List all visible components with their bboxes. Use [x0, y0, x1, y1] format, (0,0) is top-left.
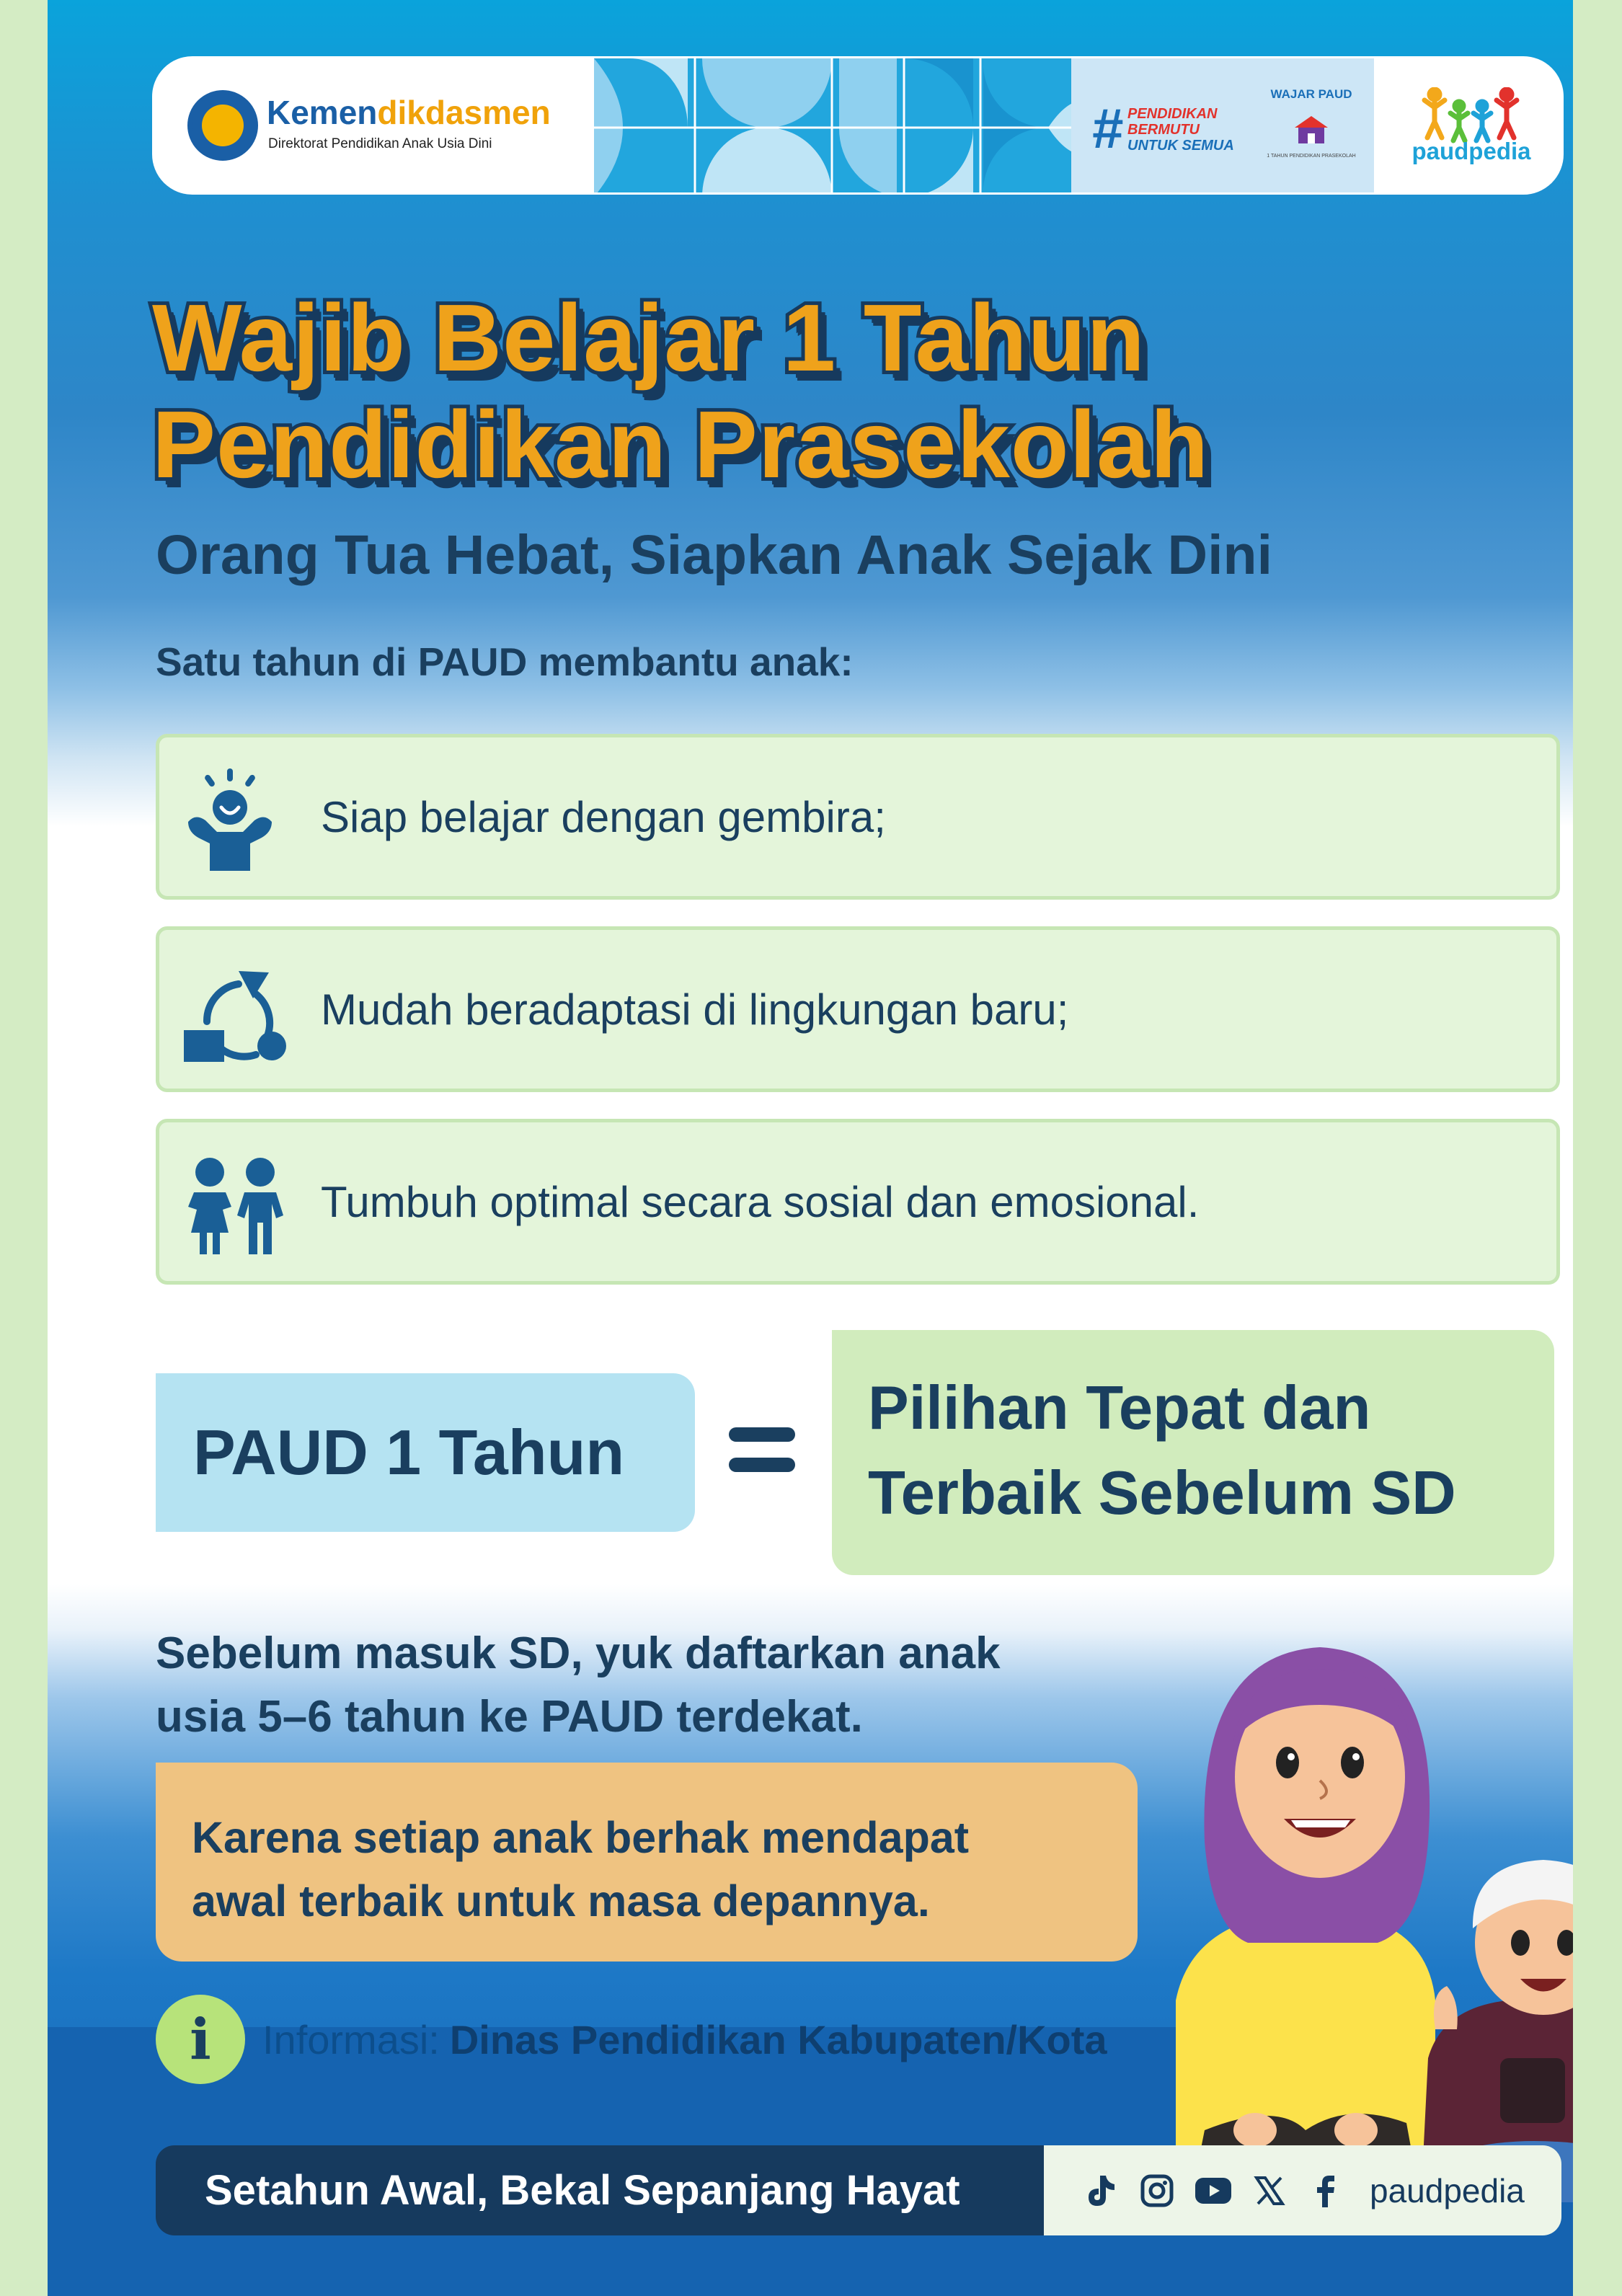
ministry-brand: Kemendikdasmen: [267, 94, 551, 131]
paudpedia-wordmark: paudpedia: [1412, 138, 1531, 164]
x-icon[interactable]: [1249, 2170, 1290, 2212]
info-icon: i: [156, 1995, 245, 2084]
info-line: [156, 1997, 1107, 2082]
instagram-icon[interactable]: [1136, 2170, 1178, 2212]
youtube-icon[interactable]: [1192, 2170, 1234, 2212]
footer-tagline: Setahun Awal, Bekal Sepanjang Hayat: [156, 2145, 1044, 2235]
rights-callout: Karena setiap anak berhak mendapat awal terbaik untuk masa depannya.: [156, 1763, 1138, 1962]
school-house-icon: [1292, 113, 1331, 145]
tiktok-icon[interactable]: [1080, 2170, 1122, 2212]
benefit-card-3: [156, 1119, 1560, 1285]
equation-right-line-1: Pilihan Tepat dan: [868, 1374, 1371, 1442]
social-handle[interactable]: paudpedia: [1370, 2171, 1525, 2209]
children-icon: [178, 1148, 293, 1263]
info-value: Dinas Pendidikan Kabupaten/Kota: [449, 2016, 1107, 2062]
benefit-card-2: [156, 926, 1560, 1092]
mother-and-child-illustration: [1161, 1626, 1573, 2202]
page-subtitle: Orang Tua Hebat, Siapkan Anak Sejak Dini: [156, 524, 1272, 586]
ministry-logo-area: [154, 58, 594, 192]
benefit-card-1: [156, 734, 1560, 900]
benefit-text-2: Mudah beradaptasi di lingkungan baru;: [321, 985, 1069, 1034]
header-banner: Kemendikdasmen Direktorat Pendidikan Anak Usia Dini # PENDIDIKAN BERMUTU UNTUK SEMUA WAJAR PAUD 1 TAHUN PENDIDIKAN PRASEKOLAH paudpedia: [152, 56, 1564, 195]
equation-right-box: [832, 1330, 1554, 1575]
benefit-text-1: Siap belajar dengan gembira;: [321, 792, 886, 841]
equals-sign-icon: [729, 1427, 795, 1472]
tut-wuri-handayani-emblem-icon: [187, 90, 258, 161]
benefit-text-3: Tumbuh optimal secara sosial dan emosional.: [321, 1177, 1200, 1226]
page-title: [152, 285, 1565, 498]
ministry-subtitle: Direktorat Pendidikan Anak Usia Dini: [268, 136, 492, 151]
wajar-paud-logo: WAJAR PAUD 1 TAHUN PENDIDIKAN PRASEKOLAH: [1267, 87, 1356, 159]
title-line-1: Wajib Belajar 1 Tahun: [152, 285, 1145, 391]
happy-child-icon: [178, 763, 293, 878]
adapt-cycle-icon: [178, 955, 293, 1071]
poster: [48, 0, 1573, 2296]
hashtag-icon: #: [1091, 97, 1123, 160]
paudpedia-figures-icon: [1422, 87, 1523, 143]
equation-left-box: PAUD 1 Tahun: [156, 1373, 695, 1532]
social-links: [1044, 2145, 1561, 2235]
facebook-icon[interactable]: [1305, 2170, 1347, 2212]
footer-bar: [156, 2145, 1561, 2235]
info-label: Informasi:: [262, 2016, 440, 2062]
title-line-2: Pendidikan Prasekolah: [152, 391, 1210, 497]
enroll-text: Sebelum masuk SD, yuk daftarkan anak usia 5–6 tahun ke PAUD terdekat.: [156, 1628, 1001, 1742]
equation-right-line-2: Terbaik Sebelum SD: [868, 1459, 1456, 1528]
intro-text: Satu tahun di PAUD membantu anak:: [156, 639, 854, 684]
